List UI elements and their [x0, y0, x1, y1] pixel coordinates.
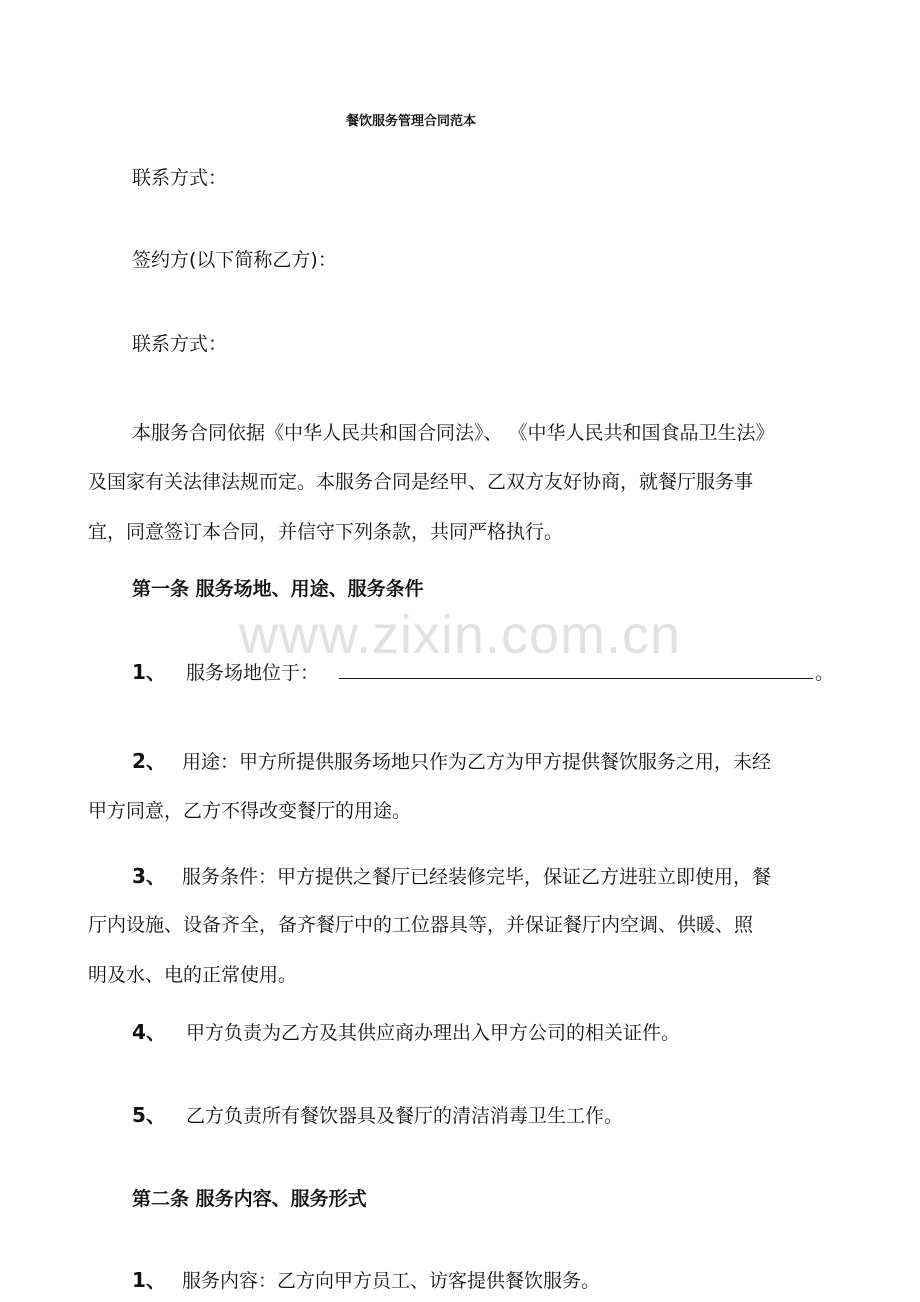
- item-text: 乙方负责所有餐饮器具及餐厅的清洁消毒卫生工作。: [185, 1105, 623, 1127]
- party-b-line: 签约方(以下简称乙方)：: [132, 249, 337, 271]
- article-2-heading: 第二条 服务内容、服务形式: [132, 1188, 367, 1210]
- item-number: 3、: [132, 864, 166, 888]
- contact-line-party-a: 联系方式：: [132, 167, 228, 189]
- item-number: 1、: [132, 660, 166, 684]
- contact-line-party-b: 联系方式：: [132, 333, 228, 355]
- article-1-item-3: [132, 861, 892, 892]
- item-number: 2、: [132, 749, 166, 773]
- article-2-item-1: [132, 1265, 892, 1296]
- item-number: 5、: [132, 1103, 166, 1127]
- item-text: 服务场地位于：: [185, 662, 319, 684]
- document-title: 餐饮服务管理合同范本: [345, 114, 476, 129]
- item-text: 服务内容：乙方向甲方员工、访客提供餐饮服务。: [181, 1270, 600, 1292]
- intro-paragraph-line-2: 及国家有关法律法规而定。本服务合同是经甲、乙双方友好协商，就餐厅服务事: [88, 471, 754, 493]
- fill-in-blank: [339, 656, 813, 679]
- article-1-item-3-continued-1: 厅内设施、设备齐全，备齐餐厅中的工位器具等，并保证餐厅内空调、供暖、照: [88, 914, 754, 936]
- watermark-text: www.zixin.com.cn: [238, 605, 682, 665]
- item-text: 甲方负责为乙方及其供应商办理出入甲方公司的相关证件。: [185, 1022, 680, 1044]
- article-1-item-3-continued-2: 明及水、电的正常使用。: [88, 964, 298, 986]
- article-1-item-1: [132, 656, 892, 688]
- article-1-item-2: [132, 746, 892, 777]
- article-1-item-2-continued: 甲方同意，乙方不得改变餐厅的用途。: [88, 800, 412, 822]
- article-1-heading: 第一条 服务场地、用途、服务条件: [132, 578, 424, 600]
- intro-paragraph-line-1: 本服务合同依据《中华人民共和国合同法》、 《中华人民共和国食品卫生法》: [132, 422, 775, 444]
- item-end-punctuation: 。: [815, 662, 835, 684]
- item-number: 1、: [132, 1268, 166, 1292]
- item-number: 4、: [132, 1020, 166, 1044]
- item-text: 用途：甲方所提供服务场地只作为乙方为甲方提供餐饮服务之用，未经: [181, 751, 771, 773]
- article-1-item-5: [132, 1100, 892, 1131]
- article-1-item-4: [132, 1017, 892, 1048]
- intro-paragraph-line-3: 宜，同意签订本合同，并信守下列条款，共同严格执行。: [88, 521, 564, 543]
- item-text: 服务条件：甲方提供之餐厅已经装修完毕，保证乙方进驻立即使用，餐: [181, 866, 771, 888]
